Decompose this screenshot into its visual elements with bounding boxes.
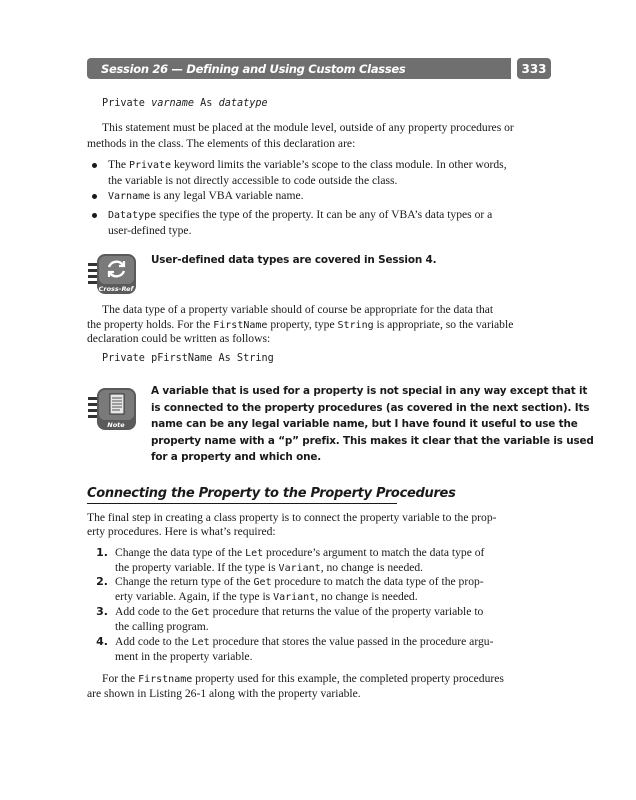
- bullet-dot: [92, 194, 97, 199]
- list-item-continued: the variable is not directly accessible to code outside the class.: [108, 174, 398, 187]
- step-number: 2.: [96, 575, 108, 588]
- paragraph-line: methods in the class. The elements of this declaration are:: [87, 137, 356, 150]
- step-text-continued: erty variable. Again, if the type is Variant, no change is needed.: [115, 590, 418, 603]
- step-number: 4.: [96, 635, 108, 648]
- paragraph-line: This statement must be placed at the module level, outside of any property procedures or: [102, 121, 514, 134]
- step-text-continued: the property variable. If the type is Variant, no change is needed.: [115, 561, 424, 574]
- paragraph-line: declaration could be written as follows:: [87, 332, 271, 345]
- list-item: Datatype specifies the type of the property. It can be any of VBA’s data types or a: [108, 208, 493, 221]
- step-text: Change the data type of the Let procedure’s argument to match the data type of: [115, 546, 485, 559]
- step-text: Add code to the Get procedure that returns the value of the property variable to: [115, 605, 484, 618]
- step-text-continued: ment in the property variable.: [115, 650, 253, 663]
- code-declaration-example: Private pFirstName As String: [102, 353, 274, 364]
- note-text-line: property name with a “p” prefix. This makes it clear that the variable is used: [151, 434, 594, 447]
- note-icon: [87, 386, 141, 432]
- page-number: 333: [521, 62, 547, 76]
- note-text-line: is connected to the property procedures (as covered in the next section). Its: [151, 401, 590, 414]
- note-text-line: name can be any legal variable name, but I have found it useful to use the: [151, 418, 578, 430]
- step-text: Add code to the Let procedure that stores the value passed in the procedure argu-: [115, 635, 494, 648]
- code-declaration-syntax: Private varname As datatype: [102, 98, 268, 109]
- list-item: Varname is any legal VBA variable name.: [108, 189, 304, 202]
- note-icon-label: Note: [107, 421, 125, 429]
- section-heading: Connecting the Property to the Property Procedures: [87, 486, 456, 501]
- paragraph-line: erty procedures. Here is what’s required:: [87, 525, 276, 538]
- bullet-dot: [92, 163, 97, 168]
- cross-ref-text: User-defined data types are covered in Session 4.: [151, 254, 437, 266]
- bullet-dot: [92, 213, 97, 218]
- note-text-line: for a property and which one.: [151, 451, 322, 463]
- paragraph-line: The data type of a property variable should of course be appropriate for the data that: [102, 303, 494, 316]
- paragraph-line: the property holds. For the FirstName property, type String is appropriate, so the variable: [87, 318, 514, 331]
- list-item: The Private keyword limits the variable’s scope to the class module. In other words,: [108, 158, 507, 171]
- cross-ref-icon: [87, 252, 141, 296]
- paragraph-line: are shown in Listing 26-1 along with the property variable.: [87, 687, 361, 700]
- running-header-title: Session 26 — Defining and Using Custom Classes: [101, 62, 406, 76]
- paragraph-line: For the Firstname property used for this example, the completed property procedures: [102, 672, 504, 685]
- step-text-continued: the calling program.: [115, 620, 209, 633]
- paragraph-line: The final step in creating a class property is to connect the property variable to the prop-: [87, 511, 497, 524]
- note-text-line: A variable that is used for a property is not special in any way except that it: [151, 385, 588, 397]
- section-heading-underline: [87, 503, 397, 504]
- cross-ref-icon-label: Cross-Ref: [98, 285, 134, 293]
- list-item-continued: user-defined type.: [108, 224, 192, 237]
- step-number: 3.: [96, 605, 108, 618]
- step-text: Change the return type of the Get procedure to match the data type of the prop-: [115, 575, 484, 588]
- step-number: 1.: [96, 546, 108, 559]
